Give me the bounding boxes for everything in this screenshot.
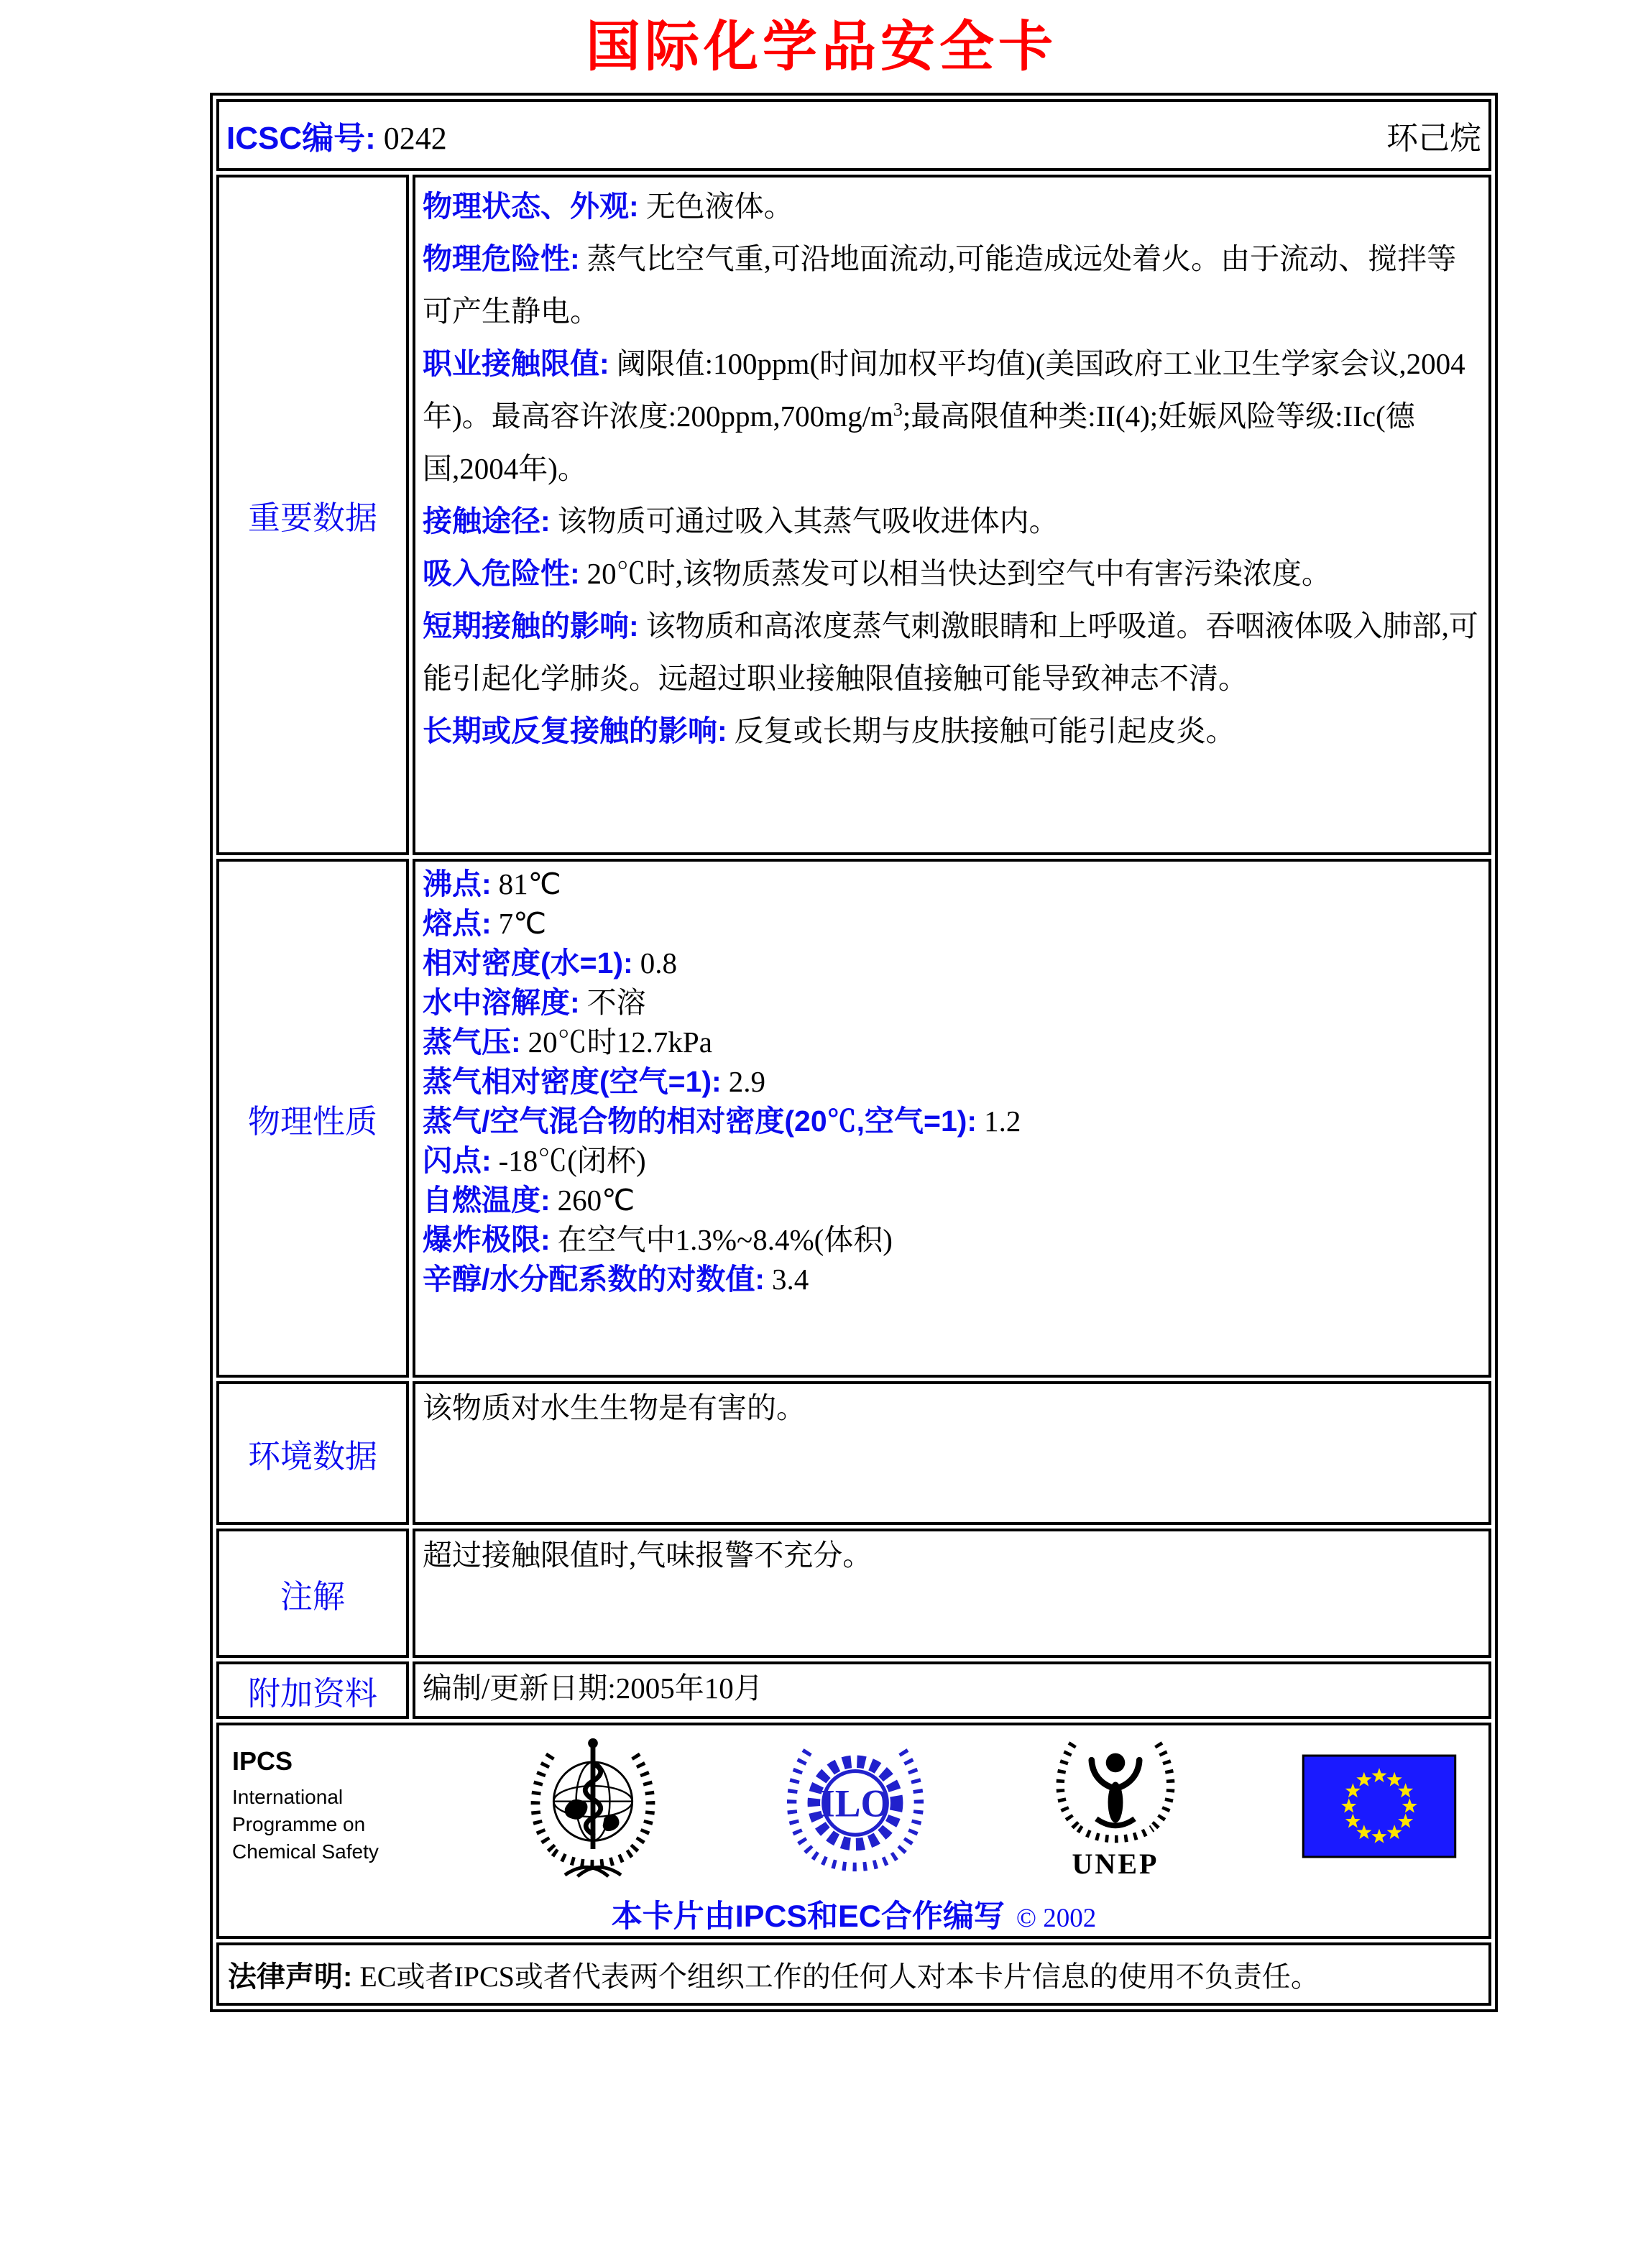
important-data-label-cell: [216, 175, 409, 855]
item-label: 接触途径:: [423, 504, 551, 538]
ipcs-abbr: IPCS: [232, 1746, 293, 1776]
property-label: 自燃温度:: [423, 1184, 551, 1217]
logos-cell: [216, 1723, 1491, 1939]
important-data-row-label: 重要数据: [247, 499, 377, 536]
notes-row-label: 注解: [280, 1577, 345, 1615]
item-text: ;最高限值种类:II(4);妊娠风险等级:IIc(德国,2004年)。: [423, 400, 1415, 485]
property-line: [423, 865, 1480, 904]
property-line: [423, 1220, 1480, 1260]
additional-info-label-cell: [216, 1661, 409, 1719]
icsc-number: [226, 112, 447, 158]
item-text: 20℃时,该物质蒸发可以相当快达到空气中有害污染浓度。: [586, 557, 1331, 590]
icsc-page: [0, 3, 1643, 2012]
superscript: 3: [893, 399, 903, 420]
icsc-card-table: [210, 93, 1498, 2012]
ipcs-line: International: [232, 1786, 344, 1808]
environmental-data-text: 该物质对水生生物是有害的。: [423, 1391, 806, 1424]
important-item: [423, 600, 1480, 705]
ipcs-line: Programme on: [232, 1813, 366, 1835]
property-label: 蒸气相对密度(空气=1):: [423, 1065, 722, 1098]
ilo-logo: [781, 1732, 929, 1880]
property-value: 不溶: [586, 986, 646, 1019]
property-line: [423, 1260, 1480, 1299]
property-line: [423, 1141, 1480, 1181]
ipcs-text-block: [232, 1746, 405, 1866]
property-line: [423, 983, 1480, 1023]
important-item: [423, 180, 1480, 233]
item-label: 长期或反复接触的影响:: [423, 714, 727, 747]
property-label: 蒸气压:: [423, 1025, 521, 1059]
important-item: [423, 495, 1480, 548]
property-value: 3.4: [772, 1263, 809, 1296]
credit-text: 本卡片由IPCS和EC合作编写: [611, 1899, 1005, 1934]
logos-row: [216, 1723, 1491, 1939]
notes-row: [216, 1529, 1491, 1658]
item-text: 该物质可通过吸入其蒸气吸收进体内。: [557, 504, 1059, 538]
property-label: 闪点:: [423, 1144, 492, 1177]
property-value: 260℃: [557, 1184, 635, 1217]
item-text: 蒸气比空气重,可沿地面流动,可能造成远处着火。由于流动、搅拌等可产生静电。: [423, 242, 1457, 328]
physical-properties-row-label: 物理性质: [247, 1102, 377, 1140]
icsc-number-value: 0242: [383, 121, 447, 156]
property-value: -18℃(闭杯): [498, 1144, 646, 1177]
item-label: 物理状态、外观:: [423, 190, 639, 223]
important-data-row: [216, 175, 1491, 855]
property-value: 在空气中1.3%~8.4%(体积): [557, 1223, 893, 1256]
header-cell: [216, 99, 1491, 171]
chemical-name: 环己烷: [1386, 121, 1481, 156]
important-item: [423, 338, 1480, 495]
notes-content-cell: [413, 1529, 1491, 1658]
additional-info-text: 编制/更新日期:2005年10月: [423, 1672, 763, 1705]
additional-info-row-label: 附加资料: [247, 1674, 377, 1712]
item-label: 职业接触限值:: [423, 347, 609, 380]
property-line: [423, 944, 1480, 983]
environmental-data-row-label: 环境数据: [247, 1437, 377, 1475]
property-value: 2.9: [728, 1065, 765, 1098]
property-line: [423, 1023, 1480, 1062]
unep-logo-block: [1047, 1731, 1184, 1881]
unep-label: UNEP: [1072, 1848, 1159, 1880]
legal-cell: [216, 1942, 1491, 2006]
property-value: 20℃时12.7kPa: [528, 1025, 712, 1059]
property-value: 1.2: [984, 1105, 1021, 1138]
unep-logo: [1047, 1731, 1184, 1848]
legal-row: [216, 1942, 1491, 2006]
notes-label-cell: [216, 1529, 409, 1658]
additional-info-row: [216, 1661, 1491, 1719]
property-label: 水中溶解度:: [423, 986, 580, 1019]
property-label: 相对密度(水=1):: [423, 946, 633, 979]
property-line: [423, 1062, 1480, 1102]
item-text: 该物质和高浓度蒸气刺激眼睛和上呼吸道。吞咽液体吸入肺部,可能引起化学肺炎。远超过职业接触限值接触可能导致神志不清。: [423, 609, 1478, 695]
legal-label: 法律声明:: [228, 1960, 353, 1993]
property-label: 沸点:: [423, 867, 492, 900]
additional-info-content-cell: [413, 1661, 1491, 1719]
environmental-data-label-cell: [216, 1381, 409, 1525]
property-value: 81℃: [498, 867, 561, 900]
property-label: 熔点:: [423, 907, 492, 940]
property-line: [423, 904, 1480, 944]
environmental-data-row: [216, 1381, 1491, 1525]
property-label: 爆炸极限:: [423, 1223, 551, 1256]
important-item: [423, 233, 1480, 338]
item-label: 吸入危险性:: [423, 557, 580, 590]
property-label: 辛醇/水分配系数的对数值:: [423, 1263, 765, 1296]
item-text: 阈限值:100ppm(时间加权平均值)(美国政府工业卫生学家会议,2004年)。最高容许浓度:200ppm,700mg/m: [423, 347, 1465, 433]
item-text: 无色液体。: [645, 190, 793, 223]
copyright-text: © 2002: [1016, 1904, 1097, 1933]
notes-text: 超过接触限值时,气味报警不充分。: [423, 1539, 873, 1572]
property-line: [423, 1102, 1480, 1141]
header-row: [216, 99, 1491, 171]
who-logo: [523, 1734, 663, 1878]
important-item: [423, 705, 1480, 757]
legal-text: EC或者IPCS或者代表两个组织工作的任何人对本卡片信息的使用不负责任。: [359, 1960, 1320, 1993]
property-value: 0.8: [640, 946, 677, 979]
svg-text:ILO: ILO: [819, 1781, 891, 1825]
item-text: 反复或长期与皮肤接触可能引起皮炎。: [734, 714, 1235, 747]
item-label: 物理危险性:: [423, 242, 580, 275]
environmental-data-content-cell: [413, 1381, 1491, 1525]
property-label: 蒸气/空气混合物的相对密度(20℃,空气=1):: [423, 1105, 977, 1138]
important-item: [423, 548, 1480, 600]
page-title: 国际化学品安全卡: [586, 17, 1057, 78]
physical-properties-row: [216, 859, 1491, 1378]
eu-flag: [1302, 1754, 1457, 1858]
item-label: 短期接触的影响:: [423, 609, 639, 642]
ipcs-line: Chemical Safety: [232, 1840, 379, 1863]
physical-properties-label-cell: [216, 859, 409, 1378]
property-value: 7℃: [498, 907, 547, 940]
important-data-content-cell: [413, 175, 1491, 855]
credit-line: [219, 1892, 1488, 1936]
icsc-number-label: ICSC编号:: [226, 121, 376, 156]
property-line: [423, 1181, 1480, 1220]
physical-properties-content-cell: [413, 859, 1491, 1378]
